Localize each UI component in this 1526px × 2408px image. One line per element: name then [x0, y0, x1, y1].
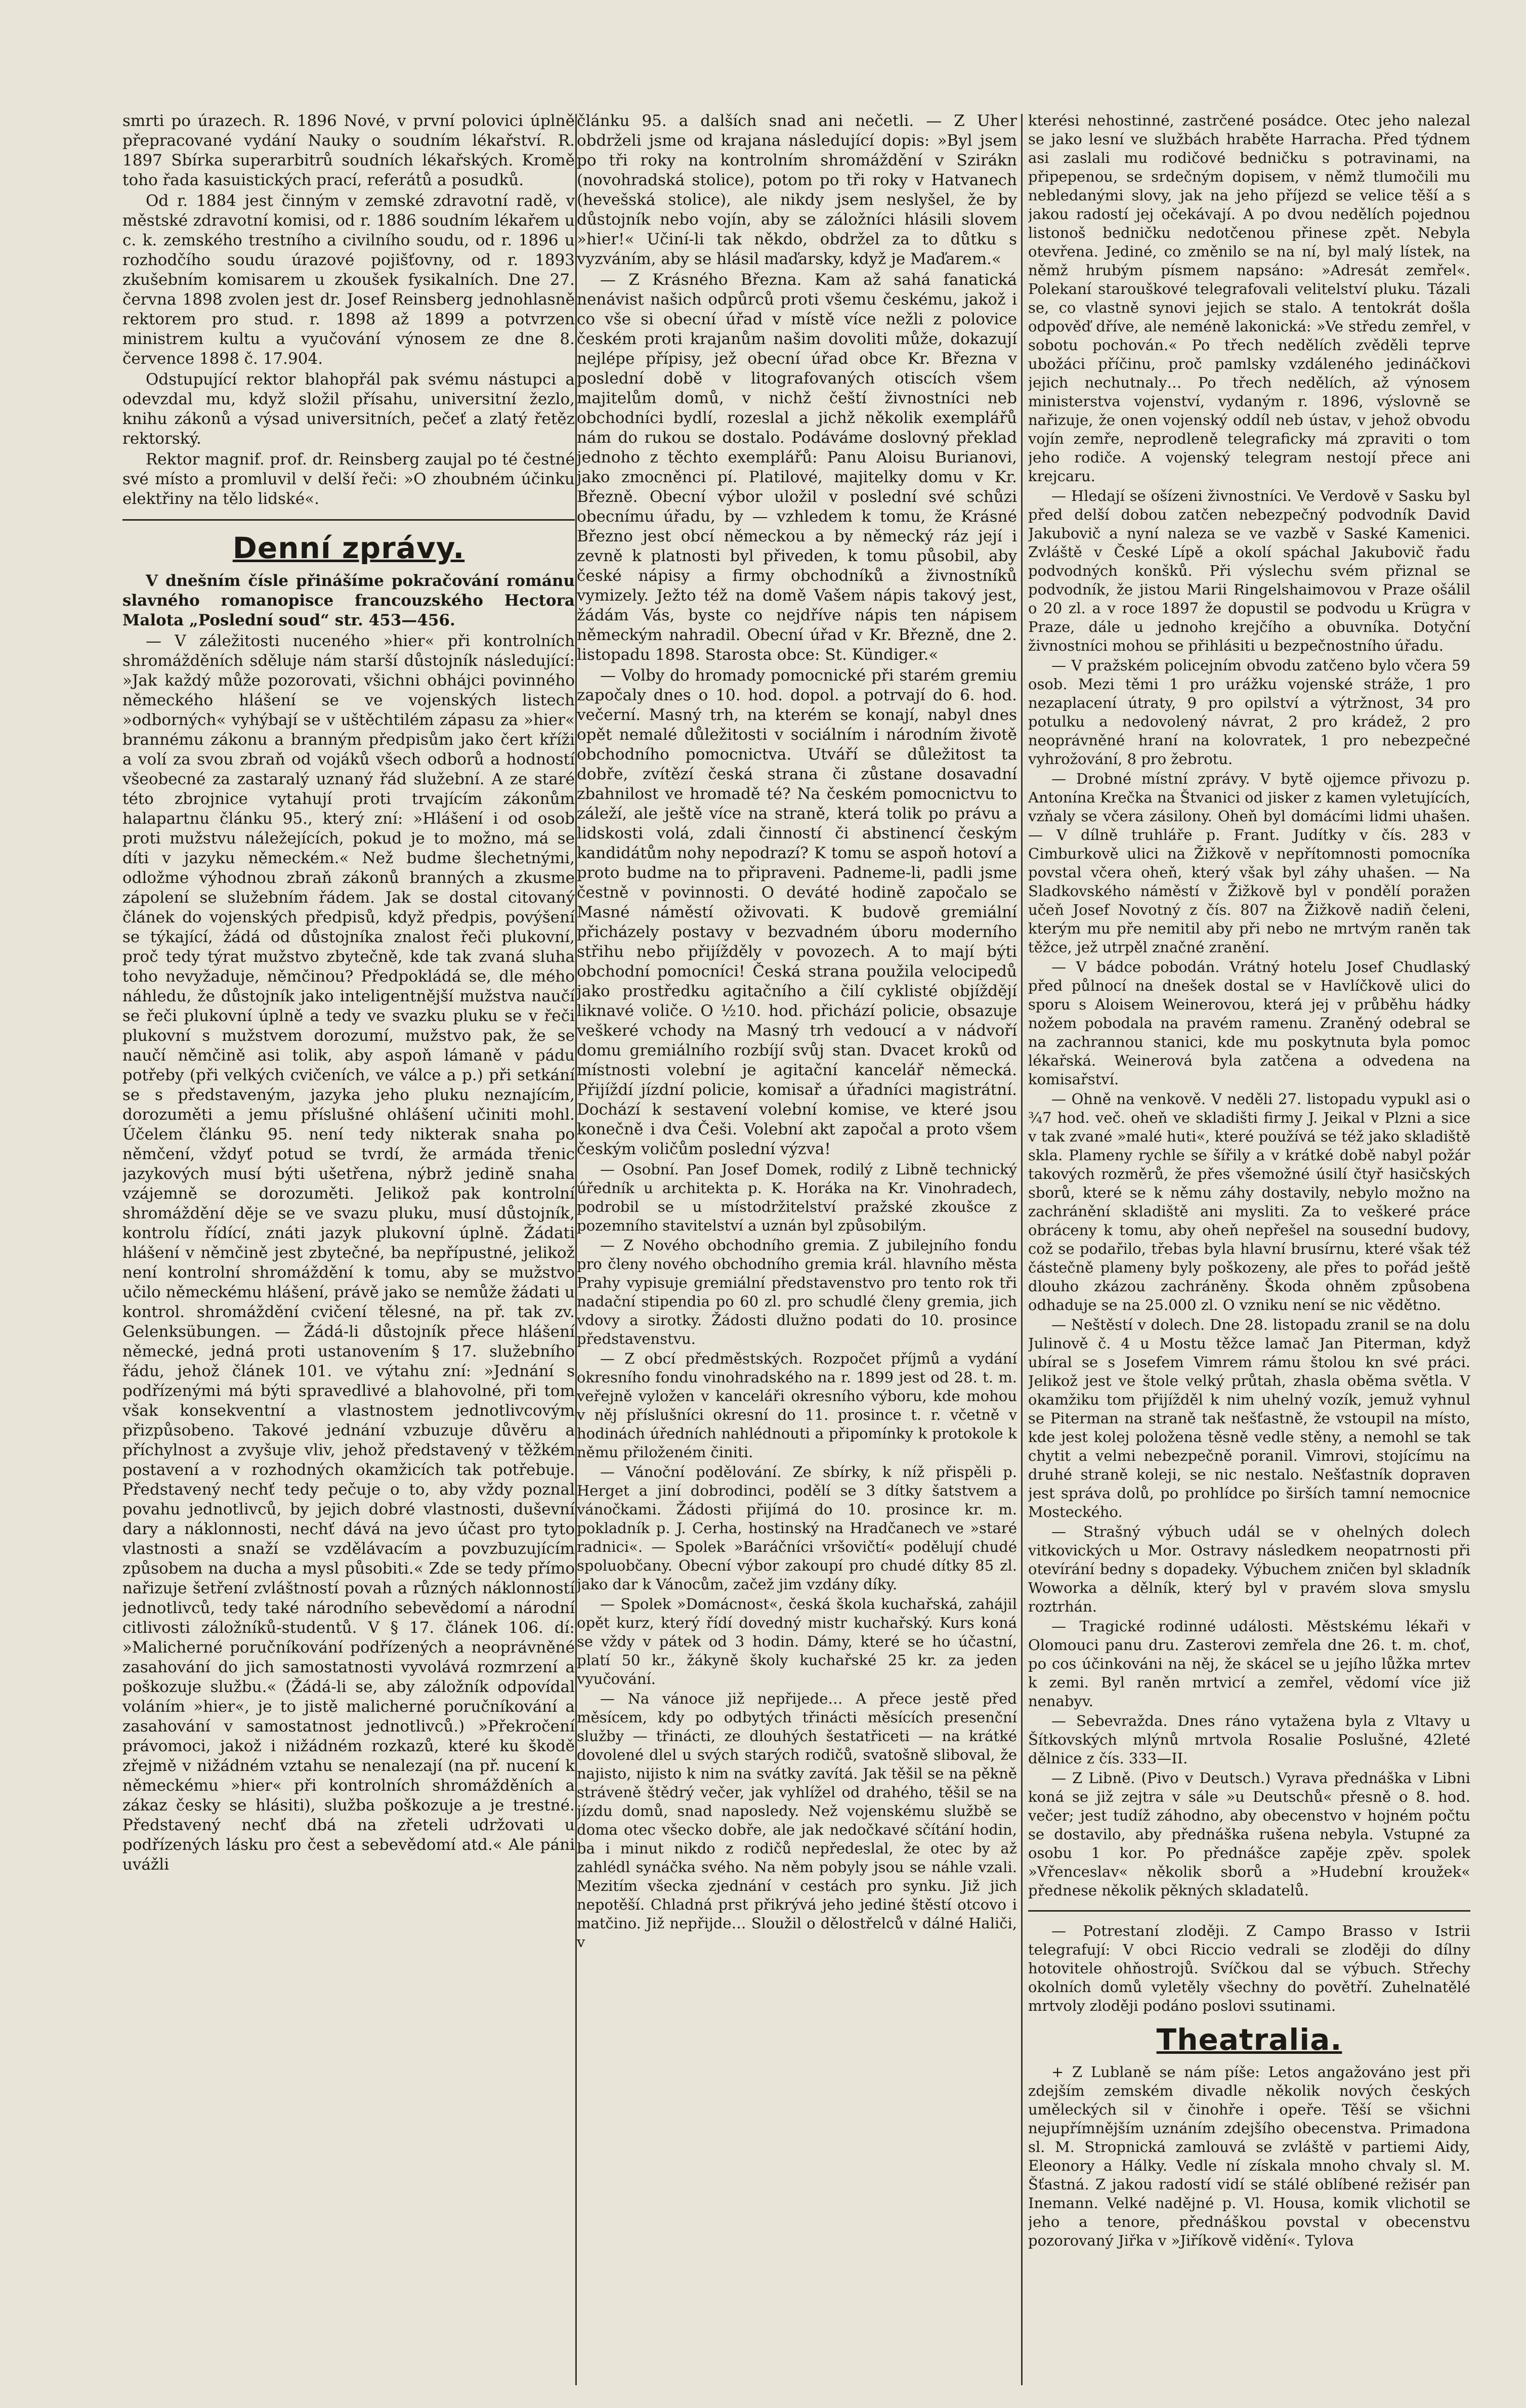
- article-paragraph: — Hledají se ošízeni živnostníci. Ve Verdově v Sasku byl před delší dobou zatčen nebezpečný podvodník David Jakubovič a nyní naleza se ve vazbě v Saské Kamenici. Zvláště v České Lípě a okolí spáchal Jakubovič řadu podvodných konšků. Při výslechu svém přiznal se podvodník, že jistou Marii Ringelshaimovou v Praze ošálil o 20 zl. a v roce 1897 že dopustil se podvodu u Krügra v Praze, dále u jednoho krejčího a obuvníka. Dotyční živnostníci mohou se přihlásiti u bezpečnostního úřadu.: [1028, 487, 1470, 654]
- article-paragraph: — Volby do hromady pomocnické při starém gremiu započaly dnes o 10. hod. dopol. a potrvají do 6. hod. večerní. Masný trh, na kterém se konají, nabyl dnes opět nemalé důležitosti v sociálním i národním životě obchodního pomocnictva. Utváří se důležitost ta dobře, zvítězí česká strana či zůstane dosavadní zbahnilost ve hromadě té? Na českém pomocnictvu to záleží, ale ještě více na straně, která tolik po právu a lidskosti volá, zdali činností či abstinencí českým kandidátům nohy nepodrazí? K tomu se aspoň hotoví a proto budme na to připraveni. Padneme-li, padli jsme čestně v povinnosti. O deváté hodině započalo se Masné náměstí oživovati. K budově gremiální přicházely postavy v bezvadném úboru moderního střihu nebo přijížděly v povozech. A to mají býti obchodní pomocníci! Česká strana použila velocipedů jako prostředku agitačního a čilí cyklisté objíždějí liknavé voliče. O ½10. hod. přichází policie, obsazuje veškeré vchody na Masný trh vedoucí a v nádvoří domu gremiálního rozbíjí svůj stan. Dvacet kroků od místnosti volební je agitační kancelář německá. Přijíždí jízdní policie, komisař a úřadníci magistrátní. Dochází k sestavení volební komise, ve které jsou konečně i dva Češi. Volební akt započal a proto všem českým voličům poslední výzva!: [577, 666, 1017, 1158]
- article-paragraph: — Neštěstí v dolech. Dne 28. listopadu zranil se na dolu Julinově č. 4 u Mostu těžce lamač Jan Piterman, když ubíral se s Josefem Vimrem rámu štolou kn své práci. Jelikož jest ve štole velký průtah, zhasla oběma světla. V okamžiku tom přijížděl k nim uhelný vozík, jemuž vyhnul se Piterman na straně tak nešťastně, že vstoupil na místo, kde jest kolej položena těsně vedle stěny, a nemohl se tak chytit a velmi nebezpečně poranil. Vimrovi, stojícímu na druhé straně koleji, se nic nestalo. Nešťastník dopraven jest správa dolů, po prohlídce po širších tamní nemocnice Mosteckého.: [1028, 1316, 1470, 1520]
- article-paragraph: — Strašný výbuch udál se v ohelných dolech vitkovických u Mor. Ostravy následkem neopatrnosti při otevírání bedny s dopadeky. Výbuchem zničen byl skladník Woworka a dělník, který byl v pravém slova smyslu roztrhán.: [1028, 1523, 1470, 1615]
- article-paragraph: — Spolek »Domácnost«, česká škola kuchařská, zahájil opět kurz, který řídí dovedný mistr kuchařský. Kurs koná se vždy v pátek od 3 hodin. Dámy, které se ho účastní, platí 50 kr., žákyně školy kuchařské 25 kr. za jeden vyučování.: [577, 1595, 1017, 1687]
- article-paragraph: — V záležitosti nuceného »hier« při kontrolních shromážděních sděluje nám starší důstojník následující: »Jak každý může pozorovati, všichni obhájci povinného německého hlášení se ve vojenských listech »odborných« vyhýbají se v uštěchtilém zápasu za »hier« brannému zákonu a branným předpisům jako čert kříži a volí za svou zbraň od vojáků všech odborů a hodností všeobecné za zastaralý uznaný řád služební. A ze staré této zbrojnice vytahují proti trvajícím zákonům halapartnu článku 95., který zní: »Hlášení i od osob proti mužstvu náležejících, pokud je to možno, má se díti v jazyku německém.« Než budme šlechetnými, odložme výhodnou zbraň zákonů branných a zkusme zápolení se služebním řádem. Jak se dostal citovaný článek do vojenských předpisů, když předpis, povýšení se týkající, žádá od důstojníka znalost řeči plukovní, proč tedy týrat mužstvo zbytečně, kde tak zvaná sluha toho nevyžaduje, němčinou? Předpokládá se, dle mého náhledu, že důstojník jako inteligentnější mužstva naučí se řeči plukovní úplně a tedy ve svazku pluku se v řeči plukovní s mužstvem dorozumí, mužstvo pak, že se naučí němčině asi tolik, aby aspoň lámaně v pádu potřeby (při velkých cvičeních, ve válce a p.) při setkání se s představeným, jazyka jeho pluku neznajícím, dorozuměti a jemu příslušné ohlášení učiniti mohl. Účelem článku 95. není tedy nikterak snaha po němčení, vždyť potud se tvrdí, že armáda třenic jazykových musí býti ušetřena, nýbrž jedině snaha vzájemně se dorozuměti. Jelikož pak kontrolní shromáždění děje se ve svazu pluku, musí důstojník, kontrolu řídící, znáti jazyk plukovní úplně. Žádati hlášení v němčině jest zbytečné, ba nepřípustné, jelikož není kontrolní shromáždění k tomu, aby se mužstvo učilo německému hlášení, právě jako se nemůže žádati u kontrol. shromáždění cvičení tělesné, na př. tak zv. Gelenksübungen. — Žádá-li důstojník přece hlášení německé, jedná proti ustanovením § 17. služebního řádu, jehož článek 101. ve výtahu zní: »Jednání s podřízenými má býti spravedlivé a blahovolné, při tom však konsekventní a vlastnostem jednotlivcovým přizpůsobeno. Takové jednání vzbuzuje důvěru a příchylnost a zvyšuje vliv, jehož představený v těžkém postavení a v rozhodných okamžicích tak potřebuje. Představený nechť tedy pečuje o to, aby vždy poznal povahu jednotlivců, by jejich dobré vlastnosti, duševní dary a náklonnosti, nechť dává na jevo účast pro tyto vlastnosti a snaží se vzdělávacím a povzbuzujícím způsobem na ducha a mysl působiti.« Zde se tedy přímo nařizuje šetření zvláštností povah a různých náklonností jednotlivců, tedy také národního sebevědomí a národní citlivosti záložníků-studentů. V § 17. článek 106. dí: »Malicherné poručníkování podřízených a neoprávněné zasahování do jich samostatnosti vyvolává rozmrzení a poškozuje službu.« (Žádá-li se, aby záložník odpovídal voláním »hier«, je to jistě malicherné poručníkování a zasahování v samostatnost jednotlivců.) »Překročení právomoci, jakož i nižádném rozkazů, které ku škodě zřejmě v nižádném vztahu se nenalezají (na př. nucení k německému »hier« při kontrolních shromážděních a zákaz česky se hlásiti), služba poškozuje a je trestné. Představený nechť dbá na zřeteli udržovati u podřízených lásku pro čest a sebevědomí atd.« Ale páni uvážli: [122, 632, 575, 1874]
- article-paragraph: — Z Krásného Března. Kam až sahá fanatická nenávist našich odpůrců proti všemu českému, jakož i co vše si obecní úřad v místě více nežli z polovice českém proti krajanům našim dovoliti může, dokazují nejlépe přípisy, jež obecní úřad obce Kr. Března v poslední době v litografovaných otiscích všem majitelům domů, v nichž čeští živnostníci neb obchodníci bydlí, rozeslal a jichž několik exemplářů nám do rukou se dostalo. Podáváme doslovný překlad jednoho z těchto exemplářů: Panu Aloisu Burianovi, jako zmocněnci pí. Platilové, majitelky domu v Kr. Březně. Obecní výbor uložil v poslední své schůzi obecnímu úřadu, by — vzhledem k tomu, že Krásné Březno jest obcí německou a by německý ráz její i zevně k platnosti byl přiveden, k tomu působil, aby české nápisy a firmy obchodníků a živnostníků vymizely. Ježto též na domě Vašem nápis takový jest, žádám Vás, byste co nejdříve nápis ten nápisem německým nahradil. Obecní úřad v Kr. Březně, dne 2. listopadu 1898. Starosta obce: St. Kündiger.«: [577, 271, 1017, 664]
- article-paragraph: + Z Lublaně se nám píše: Letos angažováno jest při zdejším zemském divadle několik nových českých uměleckých sil v činohře i opeře. Těší se všichni nejupřímnějším uznáním zdejšího obecenstva. Primadona sl. M. Stropnická zamlouvá se zvláště v partiemi Aidy, Eleonory a Hálky. Vedle ní získala mnoho chvaly sl. M. Šťastná. Z jakou radostí vidí se stálé oblíbené režisér pan Inemann. Velké nadějné p. Vl. Housa, komik vlichotil se jeho a tenore, přednáškou povstal v obecenstvu pozorovaný Jiřka v »Jiříkově vidění«. Tylova: [1028, 2063, 1470, 2249]
- article-paragraph: Rektor magnif. prof. dr. Reinsberg zaujal po té čestné své místo a promluvil v delší řeči: »O zhoubném účinku elektřiny na tělo lidské«.: [122, 450, 575, 508]
- article-paragraph: — Potrestaní zloději. Z Campo Brasso v Istrii telegrafují: V obci Riccio vedrali se zloději do dílny hotovitele ohňostrojů. Svíčkou dal se výbuch. Střechy okolních domů vyletěly všechny do povětří. Zuhelnatělé mrtvoly zloději podáno poslovi ssutinami.: [1028, 1922, 1470, 2014]
- article-paragraph: — Osobní. Pan Josef Domek, rodilý z Libně technický úředník u architekta p. K. Horáka na Kr. Vinohradech, podrobil se u místodržitelství pražské zkoušce z pozemního stavitelství a uznán byl způsobilým.: [577, 1161, 1017, 1234]
- article-paragraph: smrti po úrazech. R. 1896 Nové, v první polovici úplně přepracované vydání Nauky o soudním lékařství. R. 1897 Sbírka superarbitrů soudních lékařských. Kromě toho řada kasuistických prací, referátů a posudků.: [122, 112, 575, 189]
- article-paragraph: — Drobné místní zprávy. V bytě ojjemce přivozu p. Antonína Krečka na Štvanici od jisker z kamen vyletujících, vzňaly se včera zásilony. Oheň byl domácími lidmi uhašen. — V dílně truhláře p. Frant. Judítky v čís. 283 v Cimburkově ulici na Žižkově v nepřítomnosti pomocníka povstal včera oheň, který však byl záhy uhašen. — Na Sladkovského náměstí v Žižkově byl v pondělí poražen učeň Josef Novotný z čís. 807 na Žižkově nadiň čeleni, kterým mu pře nemitil aby při nebo ne mrtvým raněn tak těžce, jež utrpěl značné zranění.: [1028, 770, 1470, 956]
- middle-column: [577, 111, 1017, 2385]
- article-paragraph: kterési nehostinné, zastrčené posádce. Otec jeho nalezal se jako lesní ve službách hraběte Harracha. Před týdnem asi zaslali mu rodičové bedničku s potravinami, na připepenou, se srdečným dopisem, v němž tlumočili mu nebledanými slovy, jak na jeho příjezd se velice těší a s jakou radostí jej očekávají. A po dvou nedělích pojednou listonoš bedničku nedotčenou přinese zpět. Nebyla otevřena. Jediné, co změnilo se na ní, byl malý lístek, na němž hrubým písmem napsáno: »Adresát zemřel«. Polekaní starouškové telegrafovali velitelství pluku. Tázali se, co vlastně synovi jejich se stalo. A tentokrát došla odpověď dříve, ale neméně lakonická: »Ve středu zemřel, v sobotu pochován.« Po třech nedělích zvěděli teprve ubožáci příčinu, proč pamlsky vzdáleného jedináčkovi jejich nechutnaly… Po třech nedělích, až výnosem ministerstva vojenství, vydaným r. 1896, výslovně se nařizuje, že onen vojenský oddíl neb ústav, v jehož obvodu vojín zemře, neprodleně telegraficky má zpraviti o tom jeho rodiče. A vojenský telegram nestojí přece ani krejcaru.: [1028, 112, 1470, 485]
- article-paragraph: — Sebevražda. Dnes ráno vytažena byla z Vltavy u Šítkovských mlýnů mrtvola Rosalie Poslušné, 42leté dělnice z čís. 333—II.: [1028, 1712, 1470, 1767]
- section-heading-theatralia: Theatralia.: [1156, 2022, 1342, 2057]
- section-divider: [122, 519, 575, 521]
- right-column: [1028, 111, 1470, 2385]
- article-paragraph: Od r. 1884 jest činným v zemské zdravotní radě, v městské zdravotní komisi, od r. 1886 soudním lékařem u c. k. zemského trestního a civilního soudu, od r. 1896 u rozhodčího soudu úrazové pojišťovny, od r. 1893 zkušebním komisarem u zkoušek fysikalních. Dne 27. června 1898 zvolen jest dr. Josef Reinsberg jednohlasně rektorem pro stud. r. 1898 až 1899 a potvrzen ministrem kultu a vyučování výnosem ze dne 8. července 1898 č. 17.904.: [122, 192, 575, 368]
- article-paragraph: — Z obcí předměstských. Rozpočet příjmů a vydání okresního fondu vinohradského na r. 1899 jest od 28. t. m. veřejně vyložen v kanceláři okresního výboru, kde mohou v něj příslušníci okresní do 11. prosince t. r. včetně v hodinách úředních nahlédnouti a připomínky k protokole k němu přiloženém činiti.: [577, 1350, 1017, 1461]
- article-paragraph: — Ohně na venkově. V neděli 27. listopadu vypukl asi o ¾7 hod. več. oheň ve skladišti firmy J. Jeikal v Plzni a sice v tak zvané »malé huti«, které používá se též jako skladiště skla. Plameny rychle se šířily a v krátké době nabyl požár takových rozměrů, že přes všemožné úsilí čtyř hasičských sborů, které se k němu záhy dostavily, nebylo možno na zachránění skladiště ani mysliti. Za to veškeré práce obráceny k tomu, aby oheň nepřešel na sousední budovy, což se podařilo, třebas byla hlavní brusírnu, které však též částečně plameny byly poškozeny, ale přes to pořád ještě dlouho zkázou zachráněny. Škoda ohněm způsobena odhaduje se na 25.000 zl. O vzniku není se nic vědětno.: [1028, 1090, 1470, 1314]
- section-heading-denni-zpravy: Denní zprávy.: [232, 531, 465, 565]
- article-paragraph: V dnešním čísle přinášíme pokračování románu slavného romanopisce francouzského Hectora Malota „Poslední soud“ str. 453—456.: [122, 572, 575, 629]
- article-paragraph: — Z Libně. (Pivo v Deutsch.) Vyrava přednáška v Libni koná se již zejtra v sále »u Deutschů« přesně o 8. hod. večer; jest tudíž záhodno, aby obecenstvo v hojném počtu se dostavilo, aby přednáška rušena nebyla. Vstupné za osobu 1 kor. Po přednášce zapěje zpěv. spolek »Vřenceslav« několik sborů a »Hudební kroužek« přednese několik pěkných skladatelů.: [1028, 1769, 1470, 1899]
- item-divider: [1028, 1910, 1470, 1912]
- article-paragraph: — Tragické rodinné události. Městskému lékaři v Olomouci panu dru. Zasterovi zemřela dne 26. t. m. choť, po cos účinkováni na něj, že skácel se u jejího lůžka mrtev k zemi. Byl raněn mrtvicí a zemřel, vědomí více již nenabyv.: [1028, 1618, 1470, 1710]
- article-paragraph: — Vánoční podělování. Ze sbírky, k níž přispěli p. Herget a jiní dobrodinci, podělí se 3 dítky šatstvem a vánočkami. Žádosti přijímá do 10. prosince kr. m. pokladník p. J. Cerha, hostinský na Hradčanech ve »staré radnici«. — Spolek »Baráčníci vršovičtí« podělují chudé spoluobčany. Obecní výbor zakoupí pro chudé dítky 85 zl. jako dar k Vánocům, začež jim vzdány díky.: [577, 1463, 1017, 1593]
- article-paragraph: — V pražském policejním obvodu zatčeno bylo včera 59 osob. Mezi těmi 1 pro urážku vojenské stráže, 1 pro nezaplacení útraty, 9 pro opilství a výtržnost, 34 pro potulku a nedovolený návrat, 2 pro krádež, 2 pro neoprávněné hraní na kolovratek, 1 pro nebezpečné vyhrožování, 8 pro žebrotu.: [1028, 657, 1470, 768]
- article-paragraph: článku 95. a dalších snad ani nečetli. — Z Uher obdrželi jsme od krajana následující dopis: »Byl jsem po tři roky na kontrolním shromáždění v Szirákn (novohradská stolice), potom po tři roky v Hatvanech (hevešská stolice), ale nikdy jsem neslyšel, že by důstojník nebo vojín, aby se záložníci hlásili slovem »hier!« Učiní-li tak někdo, obdržel za to důtku s vyzváním, aby se hlásil maďarsky, když je Maďarem.«: [577, 112, 1017, 268]
- column-divider: [1021, 114, 1023, 2385]
- article-paragraph: — Z Nového obchodního gremia. Z jubilejního fondu pro členy nového obchodního gremia král. hlavního města Prahy vypisuje gremiální představenstvo pro tento rok tři nadační stipendia po 60 zl. pro schudlé členy gremia, jich vdovy a sirotky. Žádosti dlužno podati do 10. prosince představenstvu.: [577, 1237, 1017, 1347]
- left-column: [122, 111, 575, 2385]
- article-paragraph: — Na vánoce již nepřijede… A přece jestě před měsícem, kdy po odbytých třinácti měsících presenční služby — třinácti, ze dlouhých šestatřiceti — na krátké dovolené dlel u svých starých rodičů, svatošně sliboval, že najisto, nijisto k nim na svátky zavítá. Jak těšil se na pěkně stráveně štědrý večer, jak vyhlížel od drahého, těšil se na jízdu domů, snad naposledy. Než vojenskému službě se doma otec všecko dobře, ale jak nedočkavé sčítání hodin, ba i minut nikdo z rodičů nepředeslal, že otec by až zahlédl synáčka svého. Na něm pobyly jsou se náhle vzali. Mezitím všecka zjednání v cestách pro synku. Již jich nepotěší. Chladná prst přikrývá jeho jediné štěstí otcovo i matčino. Již nepřijde… Sloužil o dělostřelců v dálné Haliči, v: [577, 1690, 1017, 1951]
- article-paragraph: Odstupující rektor blahopřál pak svému nástupci a odevzdal mu, když složil přísahu, universitní žezlo, knihu zákonů a výsad universitních, pečeť a zlatý řetěz rektorský.: [122, 370, 575, 448]
- article-paragraph: — V bádce pobodán. Vrátný hotelu Josef Chudlaský před půlnocí na dnešek dostal se v Havlíčkově ulici do sporu s Aloisem Weinerovou, která jej v průběhu hádky nožem pobodala na pravém ramenu. Zraněný odebral se na zachrannou stanici, kde mu poskytnuta byla pomoc lékařská. Weinerová byla zatčena a odvedena na komisařství.: [1028, 958, 1470, 1088]
